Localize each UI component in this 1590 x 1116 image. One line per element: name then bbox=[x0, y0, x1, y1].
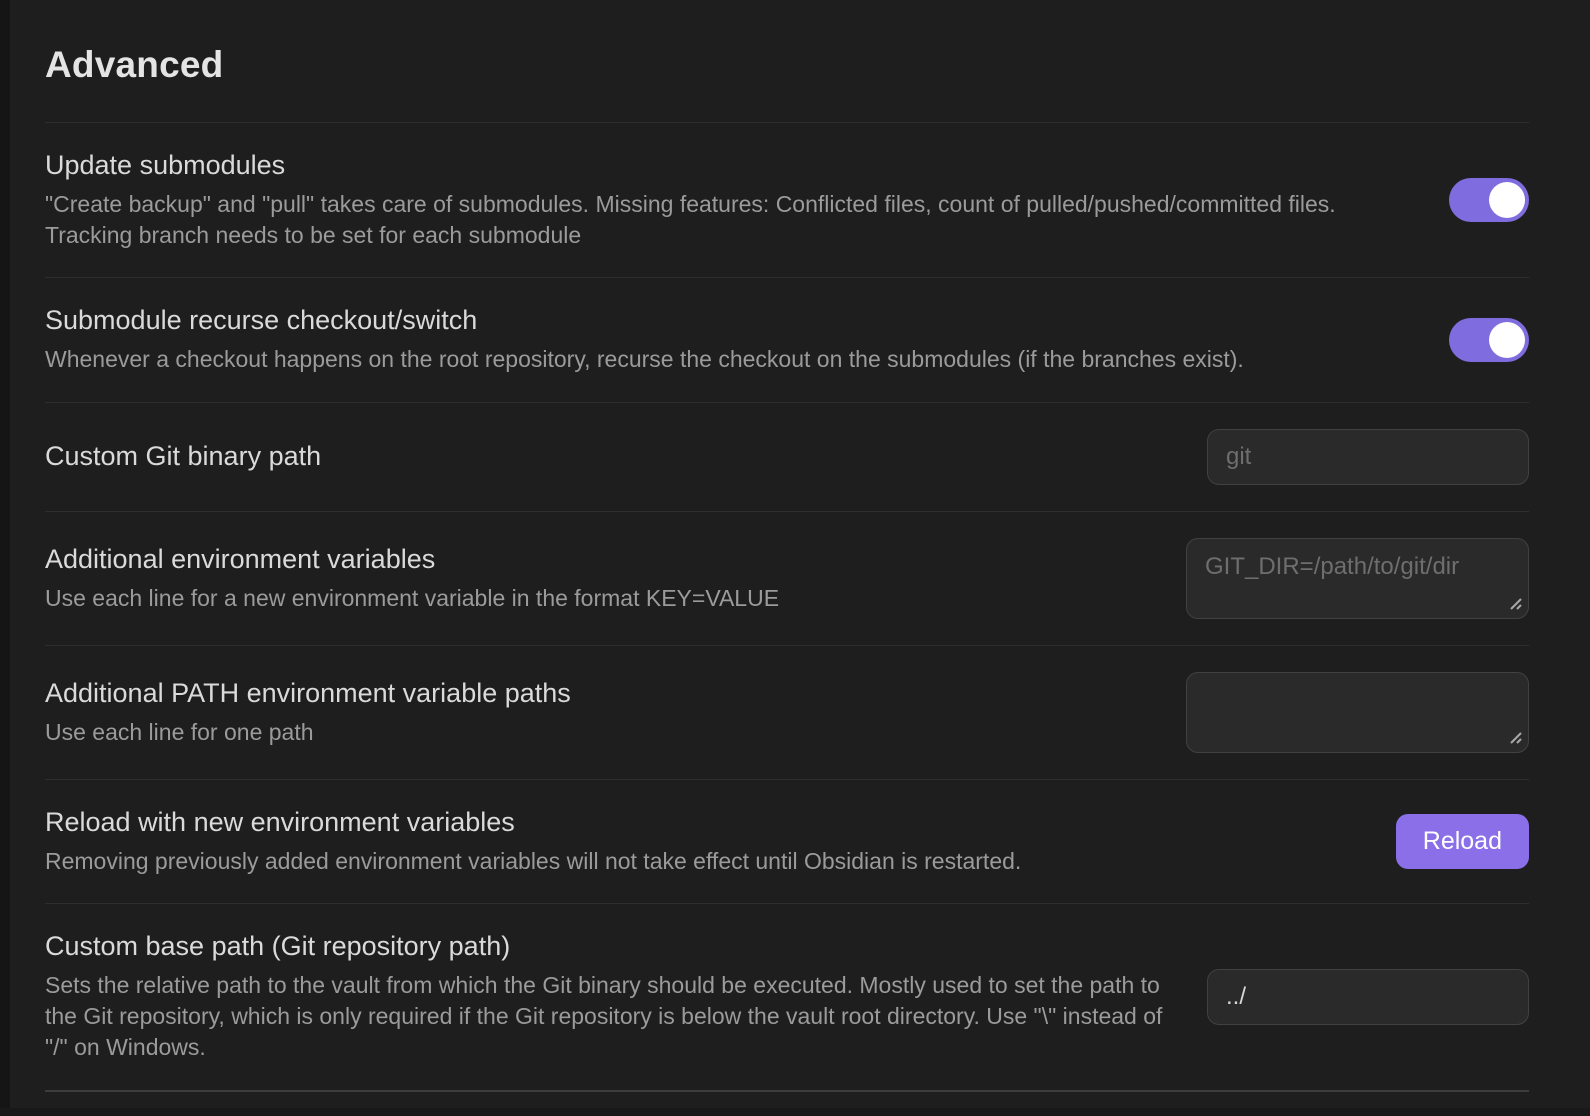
setting-info bbox=[45, 440, 1177, 473]
update-submodules-toggle[interactable] bbox=[1449, 178, 1529, 222]
setting-name: Custom base path (Git repository path) bbox=[45, 930, 511, 961]
setting-description: "Create backup" and "pull" takes care of submodules. Missing features: Conflicted files, count of pulled/pushed/committed files. Tracking branch needs to be set for each submodule bbox=[45, 190, 1336, 249]
setting-info bbox=[45, 806, 1366, 877]
toggle-knob-icon bbox=[1489, 322, 1525, 358]
setting-control bbox=[1186, 538, 1529, 619]
env-variables-textarea-wrap bbox=[1186, 538, 1529, 619]
setting-info bbox=[45, 149, 1419, 251]
setting-name: Additional PATH environment variable paths bbox=[45, 677, 571, 708]
page-title: Advanced bbox=[45, 44, 224, 85]
setting-control bbox=[1449, 178, 1529, 222]
env-variables-textarea[interactable] bbox=[1186, 538, 1529, 619]
setting-info bbox=[45, 304, 1419, 375]
setting-info bbox=[45, 543, 1156, 614]
toggle-knob-icon bbox=[1489, 182, 1525, 218]
window-left-edge bbox=[0, 0, 10, 1116]
setting-description: Use each line for one path bbox=[45, 718, 314, 745]
section-end-divider bbox=[45, 1090, 1529, 1092]
setting-name: Additional environment variables bbox=[45, 543, 436, 574]
setting-row-reload-env bbox=[45, 779, 1529, 903]
setting-control bbox=[1449, 318, 1529, 362]
setting-control bbox=[1207, 429, 1529, 485]
custom-base-path-input[interactable] bbox=[1207, 969, 1529, 1025]
setting-control bbox=[1396, 814, 1529, 869]
setting-row-submodule-recurse bbox=[45, 277, 1529, 401]
setting-name: Submodule recurse checkout/switch bbox=[45, 305, 478, 336]
submodule-recurse-toggle[interactable] bbox=[1449, 318, 1529, 362]
git-binary-path-input[interactable] bbox=[1207, 429, 1529, 485]
setting-description: Removing previously added environment variables will not take effect until Obsidian is restarted. bbox=[45, 847, 1022, 874]
setting-row-custom-base-path bbox=[45, 903, 1529, 1090]
path-env-textarea-wrap bbox=[1186, 672, 1529, 753]
setting-name: Custom Git binary path bbox=[45, 441, 322, 472]
setting-control bbox=[1186, 672, 1529, 753]
setting-row-git-binary-path bbox=[45, 402, 1529, 511]
setting-control bbox=[1207, 969, 1529, 1025]
setting-description: Whenever a checkout happens on the root repository, recurse the checkout on the submodules (if the branches exist). bbox=[45, 346, 1244, 373]
setting-name: Reload with new environment variables bbox=[45, 806, 515, 837]
setting-description: Use each line for a new environment variable in the format KEY=VALUE bbox=[45, 584, 780, 611]
reload-button[interactable]: Reload bbox=[1396, 814, 1529, 869]
window-bottom-edge bbox=[0, 1108, 1590, 1116]
setting-row-update-submodules bbox=[45, 122, 1529, 277]
setting-row-path-env-paths bbox=[45, 645, 1529, 779]
setting-info bbox=[45, 930, 1177, 1064]
setting-info bbox=[45, 677, 1156, 748]
setting-row-env-variables bbox=[45, 511, 1529, 645]
setting-description: Sets the relative path to the vault from which the Git binary should be executed. Mostly used to set the path to the Git repository, which is only required if the Git repository is below the vault root directory. Use "\" instead of "/" on Windows. bbox=[45, 971, 1163, 1061]
setting-name: Update submodules bbox=[45, 150, 286, 180]
path-env-textarea[interactable] bbox=[1186, 672, 1529, 753]
